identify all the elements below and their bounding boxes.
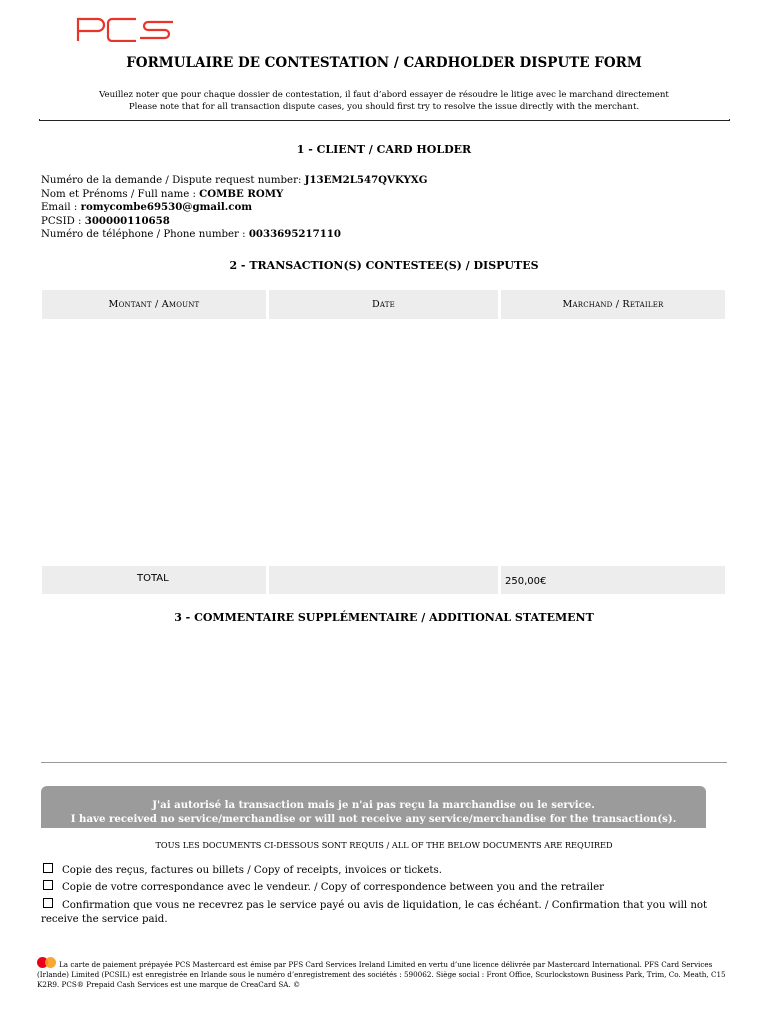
field-label: Email : <box>41 202 81 213</box>
checkbox[interactable] <box>43 863 53 873</box>
total-label: TOTAL <box>137 573 169 584</box>
total-value: 250,00€ <box>505 576 547 587</box>
form-title: FORMULAIRE DE CONTESTATION / CARDHOLDER DISPUTE FORM <box>126 55 642 71</box>
email-row <box>41 201 427 215</box>
field-label: Numéro de la demande / Dispute request number: <box>41 175 305 186</box>
statement-divider <box>41 762 727 763</box>
pcsid: 300000110658 <box>84 214 170 227</box>
section-client-heading: 1 - CLIENT / CARD HOLDER <box>296 143 472 156</box>
total-empty-cell <box>269 566 498 594</box>
field-label: Nom et Prénoms / Full name : <box>41 188 200 200</box>
mastercard-logo-icon <box>37 957 57 968</box>
phone-number: 0033695217110 <box>248 228 341 240</box>
section-disputes-heading: 2 - TRANSACTION(S) CONTESTEE(S) / DISPUTES <box>229 259 539 272</box>
total-value-cell <box>501 566 725 594</box>
dispute-reason-banner <box>41 786 706 828</box>
checkbox[interactable] <box>43 898 53 908</box>
column-header-retailer: Marchand / Retailer <box>501 290 725 319</box>
banner-en: I have received no service/merchandise or will not receive any service/merchandise for the transaction(s). <box>70 813 677 825</box>
pcs-logo <box>76 16 176 42</box>
phone-row <box>41 228 427 242</box>
client-info <box>41 174 427 242</box>
section-statement-heading: 3 - COMMENTAIRE SUPPLÉMENTAIRE / ADDITIONAL STATEMENT <box>174 611 594 624</box>
checklist-item-label: Copie des reçus, factures ou billets / Copy of receipts, invoices or tickets. <box>62 865 442 876</box>
field-label: PCSID : <box>41 215 85 227</box>
pcsid-row <box>41 215 427 229</box>
column-header-date: Date <box>269 290 498 319</box>
full-name-row <box>41 188 427 202</box>
checklist-item-label: Confirmation que vous ne recevrez pas le service payé ou avis de liquidation, le cas échéant. / Confirmation that you will not receive the service paid. <box>41 900 708 925</box>
notice-fr: Veuillez noter que pour chaque dossier de contestation, il faut d’abord essayer de résoudre le litige avec le marchand directement <box>99 90 669 100</box>
checklist-item <box>41 898 731 927</box>
legal-footer <box>37 957 731 990</box>
email: romycombe69530@gmail.com <box>80 201 253 213</box>
dispute-request-number: J13EM2L547QVKYXG <box>304 174 428 186</box>
field-label: Numéro de téléphone / Phone number : <box>41 229 249 240</box>
checklist-item-label: Copie de votre correspondance avec le vendeur. / Copy of correspondence between you and the retrailer <box>62 882 605 893</box>
checklist-item <box>41 880 731 895</box>
checkbox[interactable] <box>43 880 53 890</box>
banner-fr: J'ai autorisé la transaction mais je n'ai pas reçu la marchandise ou le service. <box>152 799 595 811</box>
legal-text: La carte de paiement prépayée PCS Mastercard est émise par PFS Card Services Ireland Limited en vertu d’une licence délivrée par Mastercard International. PFS Card Services (Irlande) Limited (PCSIL) est enregistrée en Irlande sous le numéro d’enregistrement des sociétés : 590062. Siège social : Front Office, Scurlockstown Business Park, Trim, Co. Meath, C15 K2R9. PCS® Prepaid Cash Services est une marque de CreaCard SA. © <box>37 960 726 989</box>
checklist-item <box>41 863 731 878</box>
required-documents-note: TOUS LES DOCUMENTS CI-DESSOUS SONT REQUIS / ALL OF THE BELOW DOCUMENTS ARE REQUIRED <box>155 840 613 850</box>
notice <box>0 89 768 113</box>
total-label-cell <box>42 566 266 594</box>
full-name: COMBE ROMY <box>199 187 284 200</box>
notice-en: Please note that for all transaction dispute cases, you should first try to resolve the issue directly with the merchant. <box>128 102 640 112</box>
divider <box>39 120 730 121</box>
column-header-amount: Montant / Amount <box>42 290 266 319</box>
dispute-request-number-row <box>41 174 427 188</box>
